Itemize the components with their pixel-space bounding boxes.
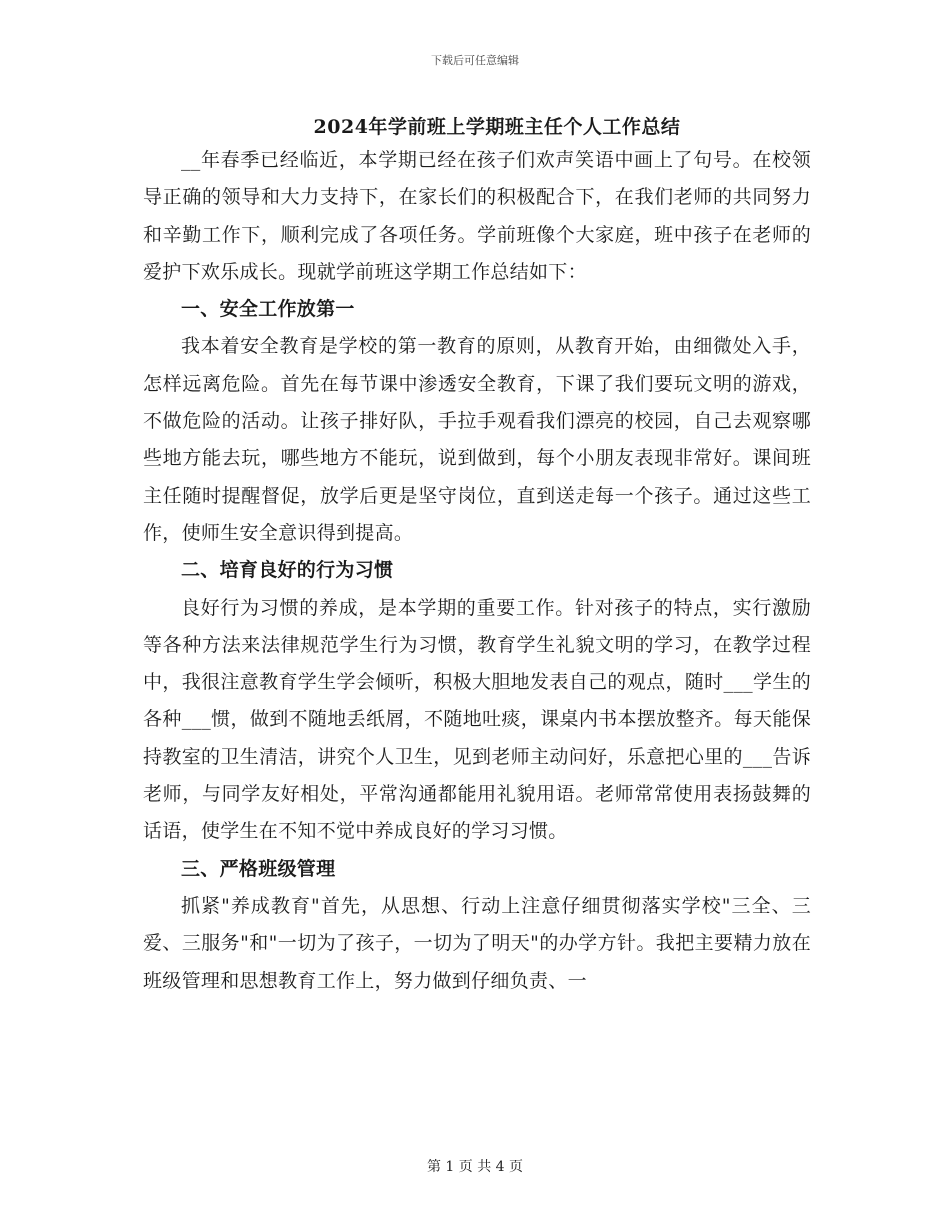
document-body — [143, 112, 811, 1000]
document-title: 2024年学前班上学期班主任个人工作总结 — [313, 116, 681, 138]
section-body-3: 抓紧"养成教育"首先，从思想、行动上注意仔细贯彻落实学校"三全、三爱、三服务"和"一切为了孩子，一切为了明天"的办学方针。我把主要精力放在班级管理和思想教育工作上，努力做到仔细负责、一 — [143, 894, 811, 992]
section-heading-2: 二、培育良好的行为习惯 — [181, 559, 394, 582]
intro-paragraph: __年春季已经临近，本学期已经在孩子们欢声笑语中画上了句号。在校领导正确的领导和大力支持下，在家长们的积极配合下，在我们老师的共同努力和辛勤工作下，顺利完成了各项任务。学前班像个大家庭，班中孩子在老师的爱护下欢乐成长。现就学前班这学期工作总结如下： — [143, 149, 811, 283]
section-body-2: 良好行为习惯的养成，是本学期的重要工作。针对孩子的特点，实行激励等各种方法来法律规范学生行为习惯，教育学生礼貌文明的学习，在教学过程中，我很注意教育学生学会倾听，积极大胆地发表自己的观点，随时___学生的各种___惯，做到不随地丢纸屑，不随地吐痰，课桌内书本摆放整齐。每天能保持教室的卫生清洁，讲究个人卫生，见到老师主动问好，乐意把心里的___告诉老师，与同学友好相处，平常沟通都能用礼貌用语。老师常常使用表扬鼓舞的话语，使学生在不知不觉中养成良好的学习习惯。 — [143, 596, 811, 843]
section-body-1: 我本着安全教育是学校的第一教育的原则，从教育开始，由细微处入手，怎样远离危险。首先在每节课中渗透安全教育，下课了我们要玩文明的游戏，不做危险的活动。让孩子排好队，手拉手观看我们漂亮的校园，自己去观察哪些地方能去玩，哪些地方不能玩，说到做到，每个小朋友表现非常好。课间班主任随时提醒督促，放学后更是坚守岗位，直到送走每一个孩子。通过这些工作，使师生安全意识得到提高。 — [143, 335, 811, 544]
section-heading-3: 三、严格班级管理 — [181, 857, 336, 880]
section-heading-1: 一、安全工作放第一 — [181, 298, 355, 321]
page-footer: 第 1 页 共 4 页 — [426, 1159, 524, 1175]
header-note: 下载后可任意编辑 — [431, 54, 519, 67]
